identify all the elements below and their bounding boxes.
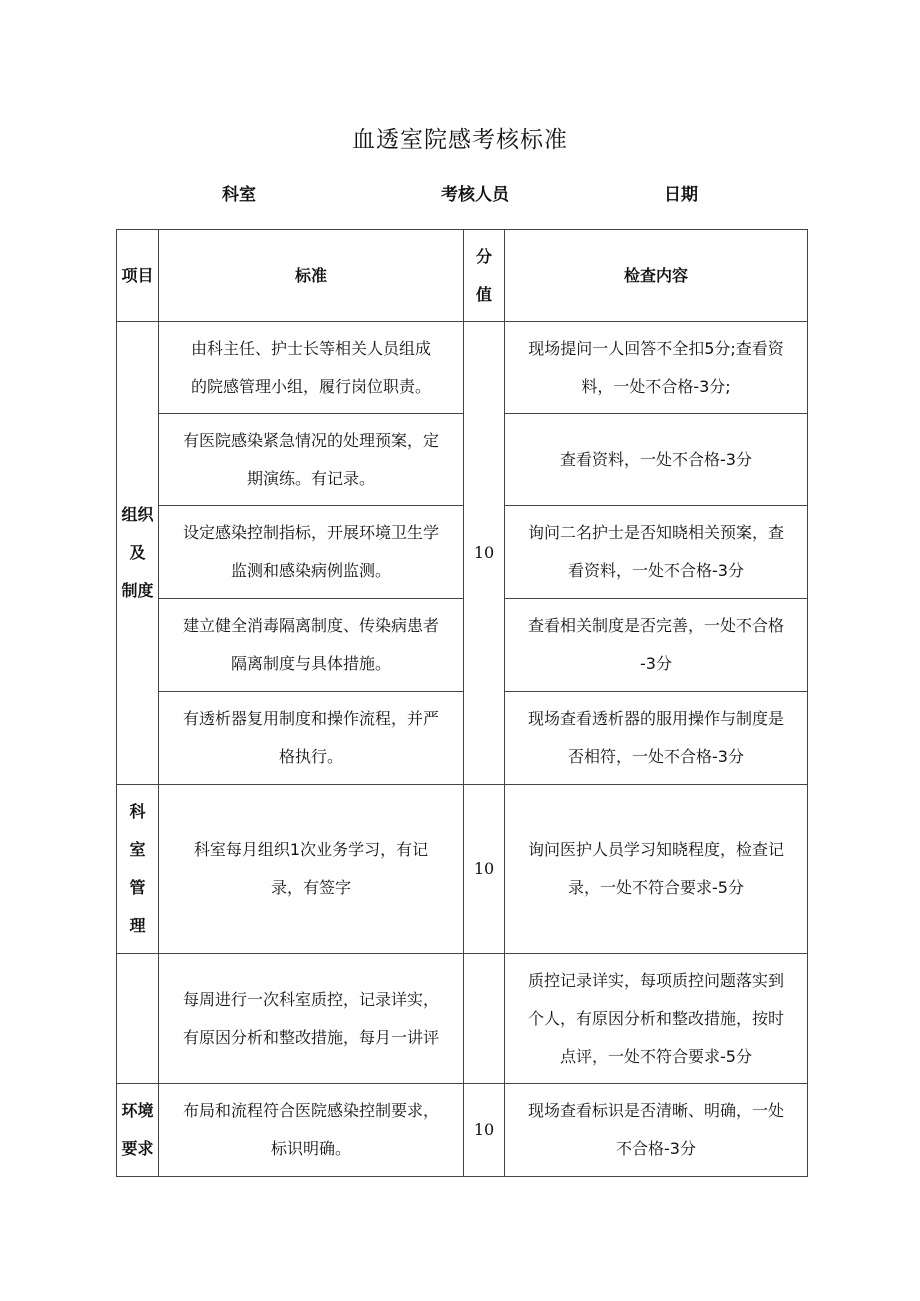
standard-line: 有医院感染紧急情况的处理预案，定	[182, 430, 439, 450]
item-line: 理	[129, 916, 146, 935]
item-cell-organization	[117, 322, 159, 785]
check-line: 询问医护人员学习知晓程度，检查记	[527, 840, 784, 859]
score-cell: 10	[464, 322, 505, 785]
column-header-standard: 标准	[159, 230, 464, 322]
check-line: 料，一处不合格-3分;	[581, 376, 731, 396]
score-cell: 10	[464, 1084, 505, 1177]
standard-cell	[159, 322, 464, 414]
table-row	[117, 692, 808, 785]
department-label: 科室	[222, 185, 256, 205]
check-line: 现场查看透析器的服用操作与制度是	[527, 709, 784, 728]
standard-line: 设定感染控制指标，开展环境卫生学	[182, 523, 439, 542]
check-line: 查看资料，一处不合格-3分	[560, 449, 752, 469]
item-line: 制度	[121, 581, 154, 600]
check-cell	[505, 692, 808, 785]
item-line: 要求	[121, 1139, 154, 1158]
table-row	[117, 599, 808, 692]
table-row	[117, 1084, 808, 1177]
standard-cell	[159, 692, 464, 785]
table-row	[117, 322, 808, 414]
check-cell	[505, 954, 808, 1084]
check-line: 现场提问一人回答不全扣5分;查看资	[528, 338, 784, 358]
item-cell-empty	[117, 954, 159, 1084]
check-cell	[505, 785, 808, 954]
column-header-item: 项目	[117, 230, 159, 322]
standard-line: 科室每月组织1次业务学习，有记	[193, 840, 429, 859]
table-row	[117, 785, 808, 954]
assessment-table	[116, 229, 808, 1177]
standard-line: 有透析器复用制度和操作流程，并严	[182, 709, 439, 728]
standard-line: 布局和流程符合医院感染控制要求，	[182, 1101, 439, 1120]
check-line: -3分	[640, 654, 672, 673]
item-line: 及	[129, 543, 146, 562]
table-row	[117, 506, 808, 599]
check-line: 质控记录详实，每项质控问题落实到	[527, 970, 784, 990]
check-line: 询问二名护士是否知晓相关预案，查	[527, 523, 784, 542]
item-line: 科	[129, 802, 146, 821]
item-line: 室	[129, 840, 146, 859]
check-line: 录，一处不符合要求-5分	[568, 878, 744, 897]
standard-line: 由科主任、护士长等相关人员组成	[190, 338, 431, 358]
score-cell: 10	[464, 785, 505, 954]
score-cell-empty	[464, 954, 505, 1084]
column-header-score	[464, 230, 505, 322]
table-header-row	[117, 230, 808, 322]
standard-cell	[159, 954, 464, 1084]
standard-line: 的院感管理小组，履行岗位职责。	[190, 376, 431, 396]
standard-cell	[159, 414, 464, 506]
standard-line: 隔离制度与具体措施。	[230, 654, 391, 673]
standard-line: 建立健全消毒隔离制度、传染病患者	[182, 616, 439, 635]
standard-cell	[159, 599, 464, 692]
check-line: 不合格-3分	[616, 1139, 696, 1158]
item-cell-department-management	[117, 785, 159, 954]
standard-cell	[159, 506, 464, 599]
check-cell	[505, 414, 808, 506]
standard-line: 格执行。	[278, 747, 343, 766]
standard-line: 期演练。有记录。	[246, 468, 375, 488]
check-line: 查看相关制度是否完善，一处不合格	[527, 616, 784, 635]
item-cell-environment	[117, 1084, 159, 1177]
column-header-check: 检查内容	[505, 230, 808, 322]
standard-cell	[159, 785, 464, 954]
item-line: 环境	[121, 1101, 154, 1120]
check-line: 看资料，一处不合格-3分	[568, 561, 744, 580]
date-label: 日期	[664, 185, 698, 205]
table-row	[117, 954, 808, 1084]
check-line: 现场查看标识是否清晰、明确，一处	[527, 1101, 784, 1120]
check-line: 点评，一处不符合要求-5分	[560, 1046, 752, 1066]
column-header-score-line1: 分	[475, 246, 492, 266]
item-line: 管	[129, 878, 146, 897]
check-cell	[505, 322, 808, 414]
column-header-score-line2: 值	[475, 284, 492, 304]
standard-line: 有原因分析和整改措施，每月一讲评	[182, 1027, 439, 1047]
check-line: 个人，有原因分析和整改措施，按时	[527, 1008, 784, 1028]
check-cell	[505, 506, 808, 599]
check-cell	[505, 1084, 808, 1177]
standard-line: 标识明确。	[270, 1139, 351, 1158]
assessor-label: 考核人员	[441, 185, 509, 205]
standard-line: 监测和感染病例监测。	[230, 561, 391, 580]
standard-line: 录，有签字	[270, 878, 351, 897]
standard-cell	[159, 1084, 464, 1177]
document-title: 血透室院感考核标准	[352, 127, 568, 153]
check-line: 否相符，一处不合格-3分	[568, 747, 744, 766]
table-row	[117, 414, 808, 506]
standard-line: 每周进行一次科室质控，记录详实，	[182, 989, 439, 1009]
check-cell	[505, 599, 808, 692]
item-line: 组织	[121, 505, 154, 524]
